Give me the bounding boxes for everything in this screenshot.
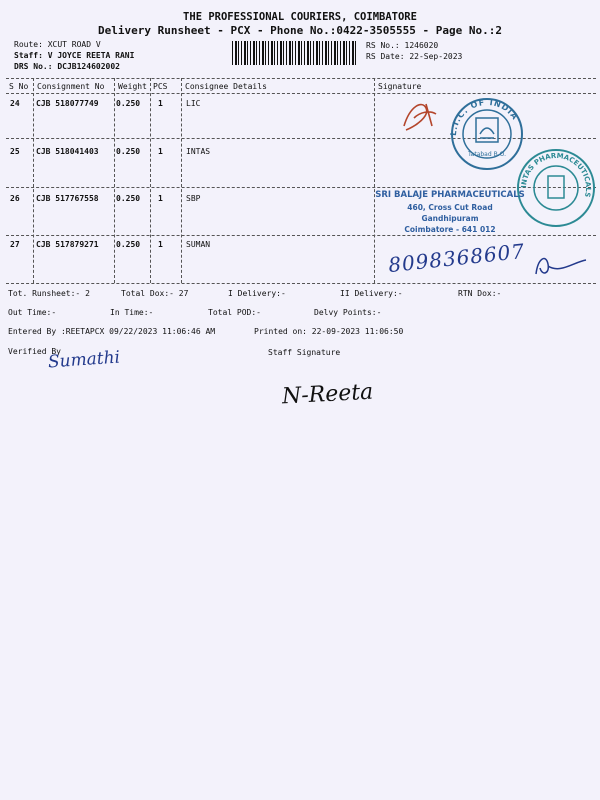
- col-header-sno: S No: [9, 82, 29, 91]
- staff-signature-label: Staff Signature: [268, 348, 341, 357]
- lic-stamp-text: L.I.C. OF INDIA: [448, 97, 520, 137]
- runsheet-subtitle: Delivery Runsheet - PCX - Phone No.:0422-3505555 - Page No.:2: [98, 24, 502, 37]
- row-sno: 27: [10, 240, 20, 249]
- total-pod: Total POD:-: [208, 308, 261, 317]
- company-title: THE PROFESSIONAL COURIERS, COIMBATORE: [183, 11, 417, 23]
- col-separator: [114, 78, 115, 283]
- row-consignment: CJB 518077749: [36, 99, 99, 108]
- row-sno: 26: [10, 194, 20, 203]
- suman-signature: [530, 248, 590, 280]
- row-consignee: LIC: [186, 99, 201, 108]
- rs-number: RS No.: 1246020: [366, 41, 439, 50]
- table-top-rule: [6, 78, 596, 79]
- col-separator: [150, 78, 151, 283]
- barcode: [232, 41, 356, 65]
- lic-signature: [396, 96, 448, 136]
- col-header-consignment: Consignment No: [37, 82, 105, 91]
- row-divider: [6, 235, 596, 236]
- row-pcs: 1: [158, 194, 163, 203]
- table-header-rule: [6, 93, 596, 94]
- lic-stamp-branch: Tatabad B.O.: [468, 151, 506, 158]
- row-consignee: SBP: [186, 194, 201, 203]
- rs-date: RS Date: 22-Sep-2023: [366, 52, 463, 61]
- col-header-consignee: Consignee Details: [185, 82, 267, 91]
- row-consignee: SUMAN: [186, 240, 211, 249]
- intas-stamp-text: INTAS PHARMACEUTICALS: [519, 151, 593, 198]
- sbp-stamp: [370, 190, 530, 234]
- verified-signature: Sumathi: [47, 347, 121, 373]
- handwritten-phone: 8098368607: [387, 238, 527, 278]
- in-time: In Time:-: [110, 308, 154, 317]
- row-consignment: CJB 518041403: [36, 147, 99, 156]
- staff-handwritten-signature: N-Reeta: [281, 379, 374, 410]
- drs-number: DRS No.: DCJB124602002: [14, 62, 120, 71]
- verified-by-label: Verified By: [8, 347, 61, 356]
- sbp-stamp-name: SRI BALAJE PHARMACEUTICALS: [375, 190, 525, 200]
- col-separator: [374, 78, 375, 283]
- row-pcs: 1: [158, 240, 163, 249]
- row-weight: 0.250: [116, 240, 141, 249]
- i-delivery: I Delivery:-: [228, 289, 286, 298]
- col-header-pcs: PCS: [153, 82, 168, 91]
- delvy-points: Delvy Points:-: [314, 308, 382, 317]
- row-sno: 24: [10, 99, 20, 108]
- sbp-stamp-address: 460, Cross Cut Road: [407, 203, 493, 212]
- row-weight: 0.250: [116, 99, 141, 108]
- col-separator: [181, 78, 182, 283]
- row-weight: 0.250: [116, 194, 141, 203]
- entered-by: Entered By :REETAPCX 09/22/2023 11:06:46 AM: [8, 327, 216, 336]
- staff-label: Staff: V JOYCE REETA RANI: [14, 51, 135, 60]
- printed-on: Printed on: 22-09-2023 11:06:50: [254, 327, 404, 336]
- col-header-weight: Weight: [118, 82, 147, 91]
- col-separator: [33, 78, 34, 283]
- total-dox: Total Dox:- 27: [121, 289, 189, 298]
- row-consignment: CJB 517767558: [36, 194, 99, 203]
- row-divider: [6, 187, 596, 188]
- rtn-dox: RTN Dox:-: [458, 289, 502, 298]
- row-pcs: 1: [158, 147, 163, 156]
- row-pcs: 1: [158, 99, 163, 108]
- sbp-stamp-area: Gandhipuram: [421, 214, 479, 223]
- tot-runsheet: Tot. Runsheet:- 2: [8, 289, 90, 298]
- row-consignment: CJB 517879271: [36, 240, 99, 249]
- ii-delivery: II Delivery:-: [340, 289, 403, 298]
- out-time: Out Time:-: [8, 308, 57, 317]
- col-header-signature: Signature: [378, 82, 422, 91]
- row-consignee: INTAS: [186, 147, 211, 156]
- sbp-stamp-city: Coimbatore - 641 012: [404, 225, 496, 234]
- svg-text:L.I.C. OF INDIA: [449, 98, 520, 136]
- route-label: Route: XCUT ROAD V: [14, 40, 101, 49]
- row-sno: 25: [10, 147, 20, 156]
- row-weight: 0.250: [116, 147, 141, 156]
- table-bottom-rule: [6, 283, 596, 284]
